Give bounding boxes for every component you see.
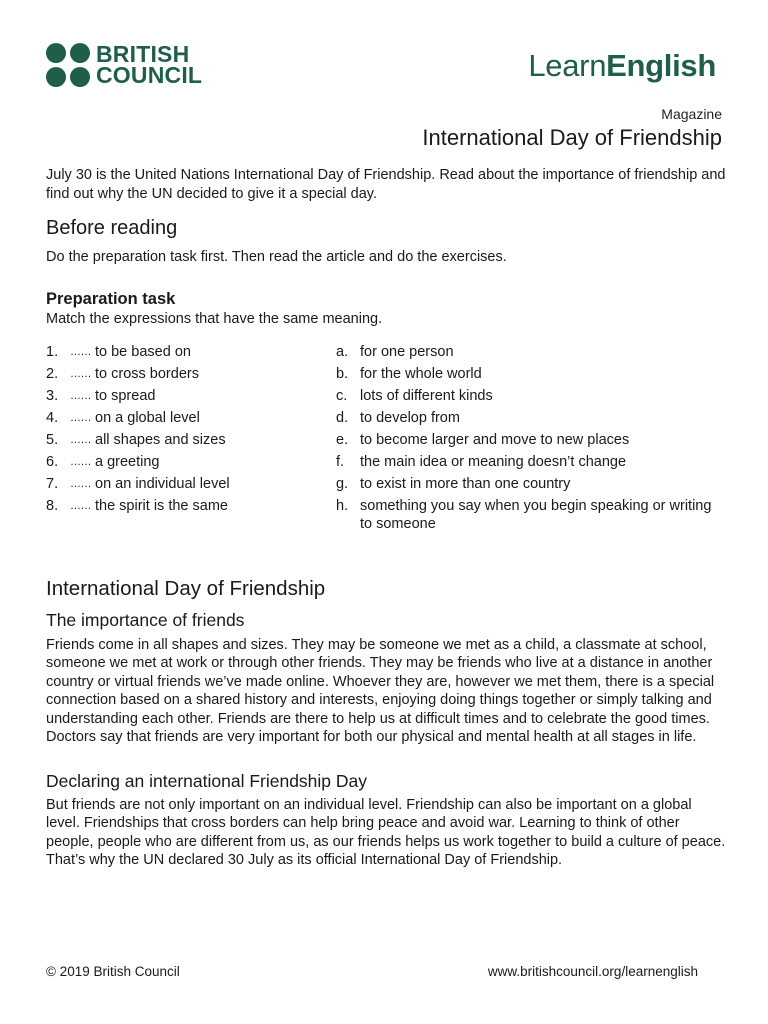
british-council-dots-icon bbox=[46, 43, 90, 87]
answer-blank: …… bbox=[70, 434, 91, 446]
article-paragraph-2: But friends are not only important on an individual level. Friendship can also be important on a global level. Friendships that cross borders can help bring peace and avoid war. Learning to think of other people, people who are different from us, as our friends helps us work together to build a culture of peace. That’s why the UN declared 30 July as its official International Day of Friendship. bbox=[46, 797, 726, 869]
item-number: 6. bbox=[46, 454, 59, 470]
item-text: for the whole world bbox=[360, 366, 482, 382]
bc-logo-line2: COUNCIL bbox=[96, 62, 203, 88]
item-number: 2. bbox=[46, 366, 59, 382]
item-letter: d. bbox=[336, 410, 349, 426]
item-text: to develop from bbox=[360, 410, 460, 426]
list-item bbox=[336, 365, 716, 383]
answer-blank: …… bbox=[70, 500, 91, 512]
item-number: 7. bbox=[46, 476, 59, 492]
item-text: to cross borders bbox=[95, 366, 199, 382]
answer-blank: …… bbox=[70, 412, 91, 424]
item-letter: a. bbox=[336, 344, 349, 360]
item-text: to spread bbox=[95, 388, 156, 404]
list-item bbox=[46, 453, 326, 471]
item-letter: h. bbox=[336, 498, 349, 514]
before-reading-text: Do the preparation task first. Then read the article and do the exercises. bbox=[46, 249, 507, 265]
list-item bbox=[336, 343, 716, 361]
list-item bbox=[46, 409, 326, 427]
item-text: to become larger and move to new places bbox=[360, 432, 630, 448]
answer-blank: …… bbox=[70, 346, 91, 358]
list-item bbox=[46, 387, 326, 405]
item-text: the main idea or meaning doesn’t change bbox=[360, 454, 627, 470]
article-paragraph-1: Friends come in all shapes and sizes. They may be someone we met as a child, a classmate at school, someone we met at work or through other friends. They may be friends who live at a distance in another country or virtual friends we’ve made online. Whoever they are, however we met them, there is a special connection based on a shared history and interests, enjoying doing things together or simply talking and understanding each other. Friends are there to help us at difficult times and to celebrate the good times. Doctors say that friends are very important for both our physical and mental health at all stages in life. bbox=[46, 637, 715, 746]
list-item bbox=[46, 431, 326, 449]
preparation-instruction: Match the expressions that have the same meaning. bbox=[46, 311, 383, 327]
answer-blank: …… bbox=[70, 456, 91, 468]
answer-blank: …… bbox=[70, 368, 91, 380]
list-item bbox=[336, 497, 716, 533]
section-label: Magazine bbox=[661, 106, 722, 122]
item-number: 4. bbox=[46, 410, 59, 426]
list-item bbox=[336, 475, 716, 493]
footer-link[interactable]: www.britishcouncil.org/learnenglish bbox=[487, 964, 698, 979]
item-text: to exist in more than one country bbox=[360, 476, 571, 492]
list-item bbox=[46, 365, 326, 383]
footer-copyright: © 2019 British Council bbox=[46, 964, 180, 979]
item-number: 1. bbox=[46, 344, 59, 360]
british-council-wordmark bbox=[96, 41, 203, 88]
answer-blank: …… bbox=[70, 390, 91, 402]
item-text: lots of different kinds bbox=[360, 388, 493, 404]
learnenglish-logo[interactable] bbox=[528, 48, 716, 84]
item-text: all shapes and sizes bbox=[95, 432, 226, 448]
meanings-list bbox=[336, 343, 716, 537]
item-number: 5. bbox=[46, 432, 59, 448]
le-logo-learn: Learn bbox=[528, 48, 607, 83]
item-number: 3. bbox=[46, 388, 59, 404]
item-letter: e. bbox=[336, 432, 349, 448]
list-item bbox=[46, 475, 326, 493]
le-logo-english: English bbox=[606, 48, 716, 83]
preparation-task-heading: Preparation task bbox=[46, 290, 176, 308]
item-text: for one person bbox=[360, 344, 454, 360]
item-text: something you say when you begin speaking or writing to someone bbox=[360, 498, 712, 532]
article-heading: International Day of Friendship bbox=[46, 577, 326, 600]
item-number: 8. bbox=[46, 498, 59, 514]
item-text: on a global level bbox=[95, 410, 200, 426]
item-letter: f. bbox=[336, 454, 345, 470]
item-text: a greeting bbox=[95, 454, 160, 470]
list-item bbox=[46, 497, 326, 515]
item-letter: c. bbox=[336, 388, 348, 404]
page-title: International Day of Friendship bbox=[422, 125, 722, 150]
before-reading-heading: Before reading bbox=[46, 217, 178, 239]
article-subheading-declaring: Declaring an international Friendship Day bbox=[46, 771, 368, 791]
list-item bbox=[336, 453, 716, 471]
british-council-logo[interactable] bbox=[46, 43, 202, 87]
item-letter: b. bbox=[336, 366, 349, 382]
list-item bbox=[336, 409, 716, 427]
intro-paragraph: July 30 is the United Nations International Day of Friendship. Read about the importance of friendship and find out why the UN decided to give it a special day. bbox=[46, 167, 726, 202]
item-text: on an individual level bbox=[95, 476, 230, 492]
article-subheading-importance: The importance of friends bbox=[46, 610, 245, 630]
item-text: the spirit is the same bbox=[95, 498, 228, 514]
item-letter: g. bbox=[336, 476, 349, 492]
item-text: to be based on bbox=[95, 344, 191, 360]
expressions-list bbox=[46, 343, 326, 519]
list-item bbox=[46, 343, 326, 361]
list-item bbox=[336, 431, 716, 449]
answer-blank: …… bbox=[70, 478, 91, 490]
list-item bbox=[336, 387, 716, 405]
bc-logo-line1: BRITISH bbox=[96, 41, 190, 67]
